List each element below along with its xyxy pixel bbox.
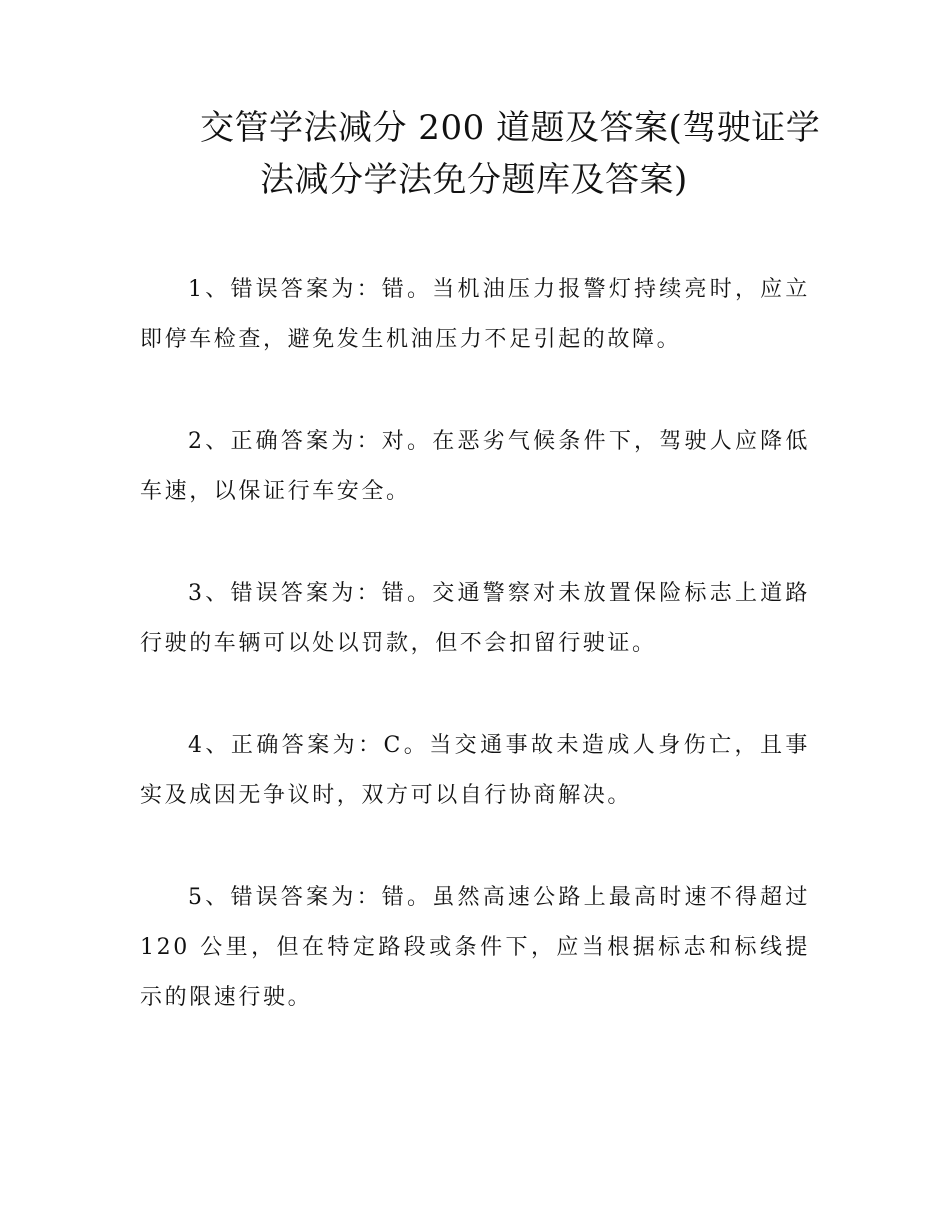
answer-item-5 (140, 873, 810, 1023)
answer-number: 1、 (188, 277, 231, 302)
answer-number: 2、 (188, 429, 231, 454)
title-line-1: 交管学法减分 200 道题及答案(驾驶证学 (200, 108, 821, 148)
answer-item-1 (140, 265, 810, 365)
document-title (175, 102, 835, 206)
answer-text: 错误答案为：错。虽然高速公路上最高时速不得超过 120 公里，但在特定路段或条件下，应当根据标志和标线提示的限速行驶。 (140, 885, 810, 1010)
answer-text: 错误答案为：错。交通警察对未放置保险标志上道路行驶的车辆可以处以罚款，但不会扣留行驶证。 (140, 581, 810, 656)
answer-number: 3、 (188, 581, 231, 606)
answer-text: 正确答案为：C。当交通事故未造成人身伤亡，且事实及成因无争议时，双方可以自行协商解决。 (140, 733, 811, 808)
answer-number: 5、 (188, 885, 231, 910)
answer-item-3 (140, 569, 810, 669)
answer-list (140, 265, 810, 1075)
answer-text: 错误答案为：错。当机油压力报警灯持续亮时，应立即停车检查，避免发生机油压力不足引起的故障。 (140, 277, 810, 352)
title-line-2: 法减分学法免分题库及答案) (260, 160, 688, 200)
answer-text: 正确答案为：对。在恶劣气候条件下，驾驶人应降低车速，以保证行车安全。 (140, 429, 810, 504)
answer-number: 4、 (188, 733, 231, 758)
answer-item-4 (140, 721, 810, 821)
answer-item-2 (140, 417, 810, 517)
